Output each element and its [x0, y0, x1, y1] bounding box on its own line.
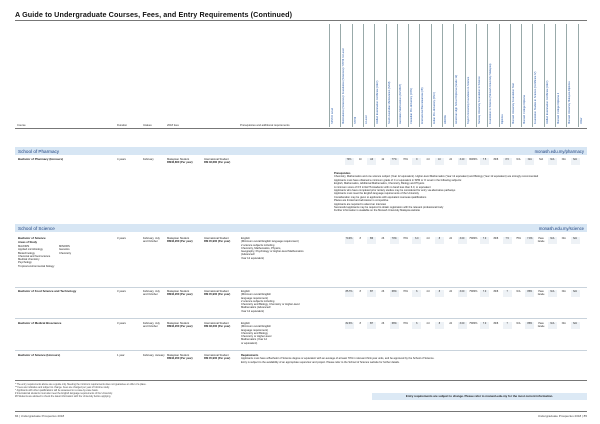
fee-intl-label: International Student — [204, 237, 229, 240]
entry-score: 80/8 — [493, 322, 499, 325]
qualification-column — [499, 24, 504, 127]
qualification-label: Monash College Diploma 2 — [557, 92, 560, 124]
course-values — [329, 237, 587, 245]
course-name: Bachelor of Food Science and Technology — [18, 289, 77, 293]
qualification-column — [510, 24, 515, 127]
qualification-label: HKDSE — [444, 115, 447, 124]
entry-score: B6 — [370, 237, 374, 240]
entry-score: 4.0 — [426, 158, 430, 161]
entry-score: N/A — [573, 322, 577, 325]
minors-list — [59, 245, 71, 255]
entry-score: N/A — [561, 237, 566, 240]
qualification-label: Unified Examination Certificate (UEC) — [376, 80, 380, 124]
entry-score: 70% — [391, 237, 397, 240]
entry-score: 7.0 — [482, 237, 487, 240]
fee-intl: RM 48,680 (Per year) — [204, 161, 231, 165]
course-values — [329, 158, 587, 166]
text-line: Year 12 equivalent) — [241, 256, 265, 260]
qualification-column — [408, 24, 414, 127]
entry-score: 75/80% — [469, 237, 478, 240]
row-divider — [15, 318, 587, 319]
course-duration: 4 years — [117, 158, 126, 161]
entry-score: 3.00 — [459, 290, 465, 293]
text-line: Medical chemistry — [18, 258, 40, 262]
qualification-label: Foundation in Science (Monash University Malaysia) — [489, 63, 493, 124]
text-line: ## Students are advised to check the latest information with the University before applying. — [15, 395, 111, 399]
course-sub: Areas of Study — [18, 240, 37, 244]
entry-score: 8 — [438, 322, 441, 325]
fee-intl: RM 45,900 (Per year) — [204, 293, 231, 297]
text-line: Consideration may be given to applicants with equivalent overseas qualifications — [334, 195, 427, 199]
entry-score: N/A — [550, 158, 555, 161]
entry-score: 4.0 — [426, 237, 430, 240]
entry-score: 82.3% — [345, 322, 353, 325]
course-intakes: February, July and October — [143, 237, 160, 244]
qualification-label: Sunway University Foundation in Science — [477, 76, 481, 124]
entry-score: 8 — [359, 322, 361, 325]
enquiry-banner: Entry requirements are subject to change. Please refer to monash.edu.my for the most current information. — [372, 393, 587, 400]
fee-intl-label: International Student — [204, 354, 229, 357]
text-line: Psychology — [18, 261, 32, 265]
entry-score: 70% — [403, 158, 408, 161]
header-fees: 2018 fees — [167, 123, 179, 127]
text-line: language requirement) — [241, 328, 269, 332]
entry-score: 8 — [438, 290, 441, 293]
text-line: * The entry requirements above are a guide only. Meeting the minimum requirements does not guarantee an offer of a place. — [15, 383, 147, 386]
section-title: School of Pharmacy — [18, 148, 60, 154]
entry-score: 3.20 — [459, 158, 465, 161]
entry-score: 80/8 — [493, 290, 499, 293]
qualification-label: Diploma — [500, 114, 504, 124]
entry-score: 4.0 — [426, 322, 430, 325]
text-line: English — [241, 237, 250, 240]
text-line: Tropical environmental biology — [18, 264, 55, 268]
fee-local-label: Malaysian Student — [167, 354, 190, 357]
entry-score: 8 — [359, 237, 361, 240]
qualification-label: STPM — [353, 116, 357, 124]
qualification-column — [363, 24, 368, 127]
text-line: ** Fees are indicative and subject to change. Fees are charged per year of full-time study. — [15, 386, 110, 390]
req-title: Requirements — [241, 354, 259, 357]
text-line: # International students must also meet the English language requirements of the University. — [15, 392, 113, 396]
entry-score: 6 — [416, 290, 418, 293]
qualification-column — [487, 24, 493, 127]
course-row-medical-bioscience — [15, 322, 587, 350]
entry-score: 80/8 — [493, 237, 499, 240]
entry-score: N/A — [527, 158, 532, 161]
qualification-column — [329, 24, 334, 127]
entry-score: 77% — [391, 158, 397, 161]
text-line: MINORS — [59, 245, 70, 248]
entry-score: N/A — [516, 158, 521, 161]
course-values — [329, 290, 587, 298]
text-line: English — [241, 290, 250, 293]
entry-score: 7 — [506, 322, 508, 325]
text-line: Applicants are required to attend an interview — [334, 202, 387, 206]
qualification-label: Taylor's University Foundation in Science — [466, 76, 470, 124]
entry-score: Pass Grade — [537, 322, 545, 328]
text-line: Chemical and food science — [18, 254, 51, 258]
row-divider — [15, 350, 587, 351]
entry-score: 85% — [527, 322, 533, 325]
entry-score: 70% — [403, 290, 408, 293]
entry-score: 10 — [438, 158, 441, 161]
entry-score: 7.0% — [527, 237, 533, 240]
entry-score: 8.5 — [505, 158, 509, 161]
text-line: Applied microbiology — [18, 248, 43, 252]
course-prerequisites — [241, 237, 311, 260]
section-title: School of Science — [18, 225, 55, 231]
entry-score: Pass Grade — [537, 237, 545, 243]
entry-score: 26 — [381, 290, 385, 293]
course-row-pharmacy — [15, 158, 587, 170]
text-line: MAJORS — [18, 245, 30, 248]
note-title: Prerequisites — [334, 172, 351, 175]
qualification-column — [419, 24, 425, 127]
course-intakes: February — [143, 158, 154, 161]
header-prerequisites: Prerequisites and additional requirements — [240, 123, 290, 127]
qualification-column — [453, 24, 459, 127]
qualification-column — [352, 24, 357, 127]
qualification-column — [340, 24, 346, 127]
entry-score: 26 — [381, 237, 385, 240]
text-line: A minimum score of 6.5 in IELTS Academic with no band less than 6.0, or equivalent — [334, 185, 431, 189]
fee-local: RM42,260 (Per year) — [167, 293, 193, 297]
course-prerequisites — [241, 322, 311, 345]
entry-score: N/A — [561, 158, 566, 161]
qualification-label: Other — [579, 117, 583, 124]
header-course: Course — [17, 123, 26, 127]
row-divider — [15, 287, 587, 288]
course-name: Bachelor of Science — [18, 236, 46, 240]
entry-score: 75/80% — [469, 290, 478, 293]
text-line: or equivalent) — [241, 341, 258, 345]
text-line: Applicants must have obtained a minimum grade of C or equivalent in SPM or O Level in the following subjects: — [334, 178, 462, 182]
entry-score: 68% — [391, 290, 397, 293]
pharmacy-prerequisites — [334, 172, 584, 213]
course-values — [329, 322, 587, 330]
qualification-label: Indian Pre-University (PUC) — [432, 92, 436, 124]
header-duration: Duration — [117, 123, 128, 127]
entry-score: 6 — [416, 322, 418, 325]
text-line: Applicants who have completed prior tertiary studies may be considered for entry via alternative pathways — [334, 189, 456, 193]
fee-intl: RM 45,900 (Per year) — [204, 240, 231, 244]
text-line: Geography, Psychology or Higher-level Mathematics (Advanced/ — [241, 250, 304, 257]
title-rule — [15, 20, 587, 21]
fee-intl-label: International Student — [204, 290, 229, 293]
entry-score: 80/8 — [493, 158, 499, 161]
course-name: Bachelor of Science (Honours) — [18, 353, 61, 357]
fee-local: RM42,260 (Per year) — [167, 240, 193, 244]
qualification-label: Canadian Pre-University (CPU) — [410, 87, 414, 124]
text-line: language requirement) — [241, 296, 269, 300]
page-number-right: Undergraduate Prospectus 2018 | 85 — [537, 414, 587, 418]
entry-score: N/A — [550, 290, 555, 293]
entry-score: N/A — [561, 322, 566, 325]
text-line: Chemistry, Mathematics and one science subject (Year 12 equivalent). Higher-level Mathematics (Year 12 equivalent) and Biology (Year 12 equivalent) are strongly recommended — [334, 175, 539, 179]
qualification-column — [532, 24, 538, 127]
req-lines — [241, 357, 586, 364]
entry-score: N/A — [516, 290, 521, 293]
qualification-label: International Baccalaureate (IB) — [421, 87, 425, 124]
text-line: Chemistry and Biology, Chemistry or Higher-level — [241, 303, 300, 307]
entry-score: A6 — [370, 158, 374, 161]
table-header — [0, 24, 600, 127]
footnotes — [15, 383, 345, 398]
entry-score: N/A — [561, 290, 566, 293]
note-lines — [334, 175, 584, 212]
fee-local-label: Malaysian Student — [167, 322, 190, 325]
qualification-column — [521, 24, 527, 127]
fee-local: RM42,260 (Per year) — [167, 357, 193, 361]
qualification-label: American High School Diploma (Grade 12) — [455, 74, 459, 124]
bottom-rule — [15, 411, 587, 412]
entry-score: 26 — [381, 322, 385, 325]
qualification-label: Unified Examination Certificate (UEC) — [545, 80, 549, 124]
qualification-column — [374, 24, 380, 127]
course-row-food-science — [15, 290, 587, 318]
qualification-column — [544, 24, 549, 127]
text-line: Mathematics (Advanced/ — [241, 306, 271, 310]
entry-score: 75% — [516, 237, 521, 240]
entry-score: 70% — [346, 158, 352, 161]
entry-score: 9 — [416, 158, 418, 161]
course-prerequisites — [241, 290, 311, 313]
entry-score: 85% — [527, 290, 533, 293]
course-duration: 1 year — [117, 354, 125, 357]
entry-score: 4.0 — [426, 290, 430, 293]
qualification-column — [476, 24, 481, 127]
entry-score: 7.0 — [482, 322, 487, 325]
entry-score: 70% — [403, 237, 408, 240]
qualification-column — [566, 24, 572, 127]
fee-local: RM46,860 (Per year) — [167, 161, 193, 165]
course-row-science-honours — [15, 354, 587, 370]
text-line: 2 science subjects including — [241, 243, 275, 247]
entry-score: N/A — [573, 158, 577, 161]
qualification-label: Matriculation (Sciences) / Foundation (Sciences) / STPM / A Level — [342, 48, 346, 124]
qualification-column — [578, 24, 583, 127]
entry-score: N/A — [516, 322, 521, 325]
entry-score: N/A — [539, 158, 544, 161]
course-duration: 3 years — [117, 322, 126, 325]
entry-score: 68% — [391, 322, 397, 325]
qualification-label: Australian Matriculation (AUSMAT) — [398, 83, 402, 124]
qualification-label: Monash University Foundation Year — [511, 83, 515, 124]
section-pharmacy — [15, 147, 587, 155]
entry-score: 8 — [359, 290, 361, 293]
text-line: Places are limited and admission is competitive — [334, 199, 389, 203]
text-line: English, Mathematics, Additional Mathematics, Chemistry, Biology and Physics — [334, 182, 425, 186]
entry-score: 7 — [506, 290, 508, 293]
entry-score: 8 — [438, 237, 441, 240]
page-number-left: 84 | Undergraduate Prospectus 2018 — [15, 414, 65, 418]
honours-requirements — [241, 354, 586, 364]
section-science — [15, 224, 587, 232]
header-intakes: Intakes — [143, 123, 152, 127]
text-line: (Minimum overall English — [241, 293, 272, 297]
text-line: Entry is subject to the availability of an appropriate supervisor and project. Please refer to the School of Science website for further details. — [241, 360, 400, 364]
qualification-column — [465, 24, 470, 127]
course-intakes: February, July and October — [143, 322, 160, 329]
fee-local: RM42,260 (Per year) — [167, 325, 193, 329]
entry-score: 3.00 — [459, 237, 465, 240]
majors-list — [18, 245, 54, 268]
entry-score: N/A — [573, 290, 577, 293]
entry-score: 85.7% — [345, 290, 353, 293]
text-line: English — [241, 322, 250, 325]
entry-score: N/A — [573, 237, 577, 240]
text-line: (Minimum overall English language requirement) — [241, 240, 299, 244]
text-line: 2 science subjects including — [241, 299, 275, 303]
entry-score: 10 — [358, 158, 362, 161]
qualification-label: Monash University Malaysia Diploma — [568, 81, 572, 124]
text-line: ^ Applicants with other qualifications will be assessed on a case-by-case basis. — [15, 389, 99, 393]
text-line: (Minimum overall English — [241, 325, 272, 329]
text-line: Applicants must meet the English language requirements of the University — [334, 192, 419, 196]
text-line: Chemistry and Biology — [241, 331, 268, 335]
fee-local-label: Malaysian Student — [167, 237, 190, 240]
entry-score: 24 — [449, 290, 453, 293]
section-link[interactable]: monash.edu.my/pharmacy — [534, 148, 584, 154]
qualification-label: Foundation Studies in Science (Certificate IV) — [534, 71, 538, 124]
entry-score: 75/80% — [469, 322, 478, 325]
text-line: Chemistry or Higher-level — [241, 335, 272, 339]
footer-rule — [15, 380, 587, 381]
entry-score: 70% — [403, 322, 408, 325]
page-title: A Guide to Undergraduate Courses, Fees, and Entry Requirements (Continued) — [15, 10, 293, 19]
qualification-column — [555, 24, 560, 127]
fee-intl-label: International Student — [204, 158, 229, 161]
entry-score: Pass Grade — [537, 290, 545, 296]
course-name: Bachelor of Pharmacy (Honours) — [18, 157, 64, 161]
course-intakes: February, January — [143, 354, 165, 357]
entry-score: 24 — [449, 158, 453, 161]
qualification-label: SPM /O Level — [331, 107, 334, 124]
entry-score: 3.00 — [459, 322, 465, 325]
text-line: Mathematics (Year 12 — [241, 338, 268, 342]
text-line: Genetics — [59, 248, 70, 252]
fee-intl: RM 48,200 (Per year) — [204, 325, 231, 329]
entry-score: 6.0 — [415, 237, 419, 240]
fee-intl: RM 45,900 (Per year) — [204, 357, 231, 361]
text-line: Further information is available on the Monash University Malaysia website — [334, 209, 420, 213]
entry-score: N/A — [550, 322, 555, 325]
qualification-column — [386, 24, 391, 127]
course-name: Bachelor of Medical Bioscience — [18, 321, 62, 325]
course-row-science — [15, 237, 587, 285]
qualification-column — [397, 24, 402, 127]
qualification-label: South Australian Matriculation (SAM) — [387, 81, 391, 124]
qualification-column — [442, 24, 447, 127]
entry-score: 80/80% — [469, 158, 478, 161]
fee-intl-label: International Student — [204, 322, 229, 325]
text-line: Year 12 equivalent) — [241, 309, 265, 313]
entry-score: B7 — [370, 290, 374, 293]
section-link[interactable]: monash.edu.my/science — [538, 225, 584, 231]
qualification-label: Monash College Diploma — [523, 95, 527, 124]
qualification-column — [431, 24, 436, 127]
text-line: Successful applicants may be required to obtain registration with the relevant professional body — [334, 206, 444, 210]
entry-score: N/A — [550, 237, 555, 240]
fee-local-label: Malaysian Student — [167, 290, 190, 293]
course-intakes: February, July and October — [143, 290, 160, 297]
text-line: Applicants must have a Bachelor of Science degree or equivalent with an average of at least 70% in relevant third-year units, and be approved by the School of Science. — [241, 357, 435, 361]
entry-score: 70.0% — [345, 237, 353, 240]
entry-score: B7 — [370, 322, 374, 325]
entry-score: 42 — [381, 158, 385, 161]
text-line: Chemistry, Mathematics, Physics, — [241, 246, 282, 250]
entry-score: 24 — [449, 237, 453, 240]
entry-score: 7.5 — [482, 158, 487, 161]
entry-score: 24 — [449, 322, 453, 325]
text-line: Chemistry — [59, 251, 72, 255]
course-duration: 3 years — [117, 237, 126, 240]
header-rule — [15, 128, 587, 129]
course-duration: 3 years — [117, 290, 126, 293]
text-line: Biotechnology — [18, 251, 35, 255]
entry-score: 7.5 — [505, 237, 509, 240]
qualification-label: A Level — [364, 115, 368, 124]
entry-score: 7.0 — [482, 290, 487, 293]
fee-local-label: Malaysian Student — [167, 158, 190, 161]
